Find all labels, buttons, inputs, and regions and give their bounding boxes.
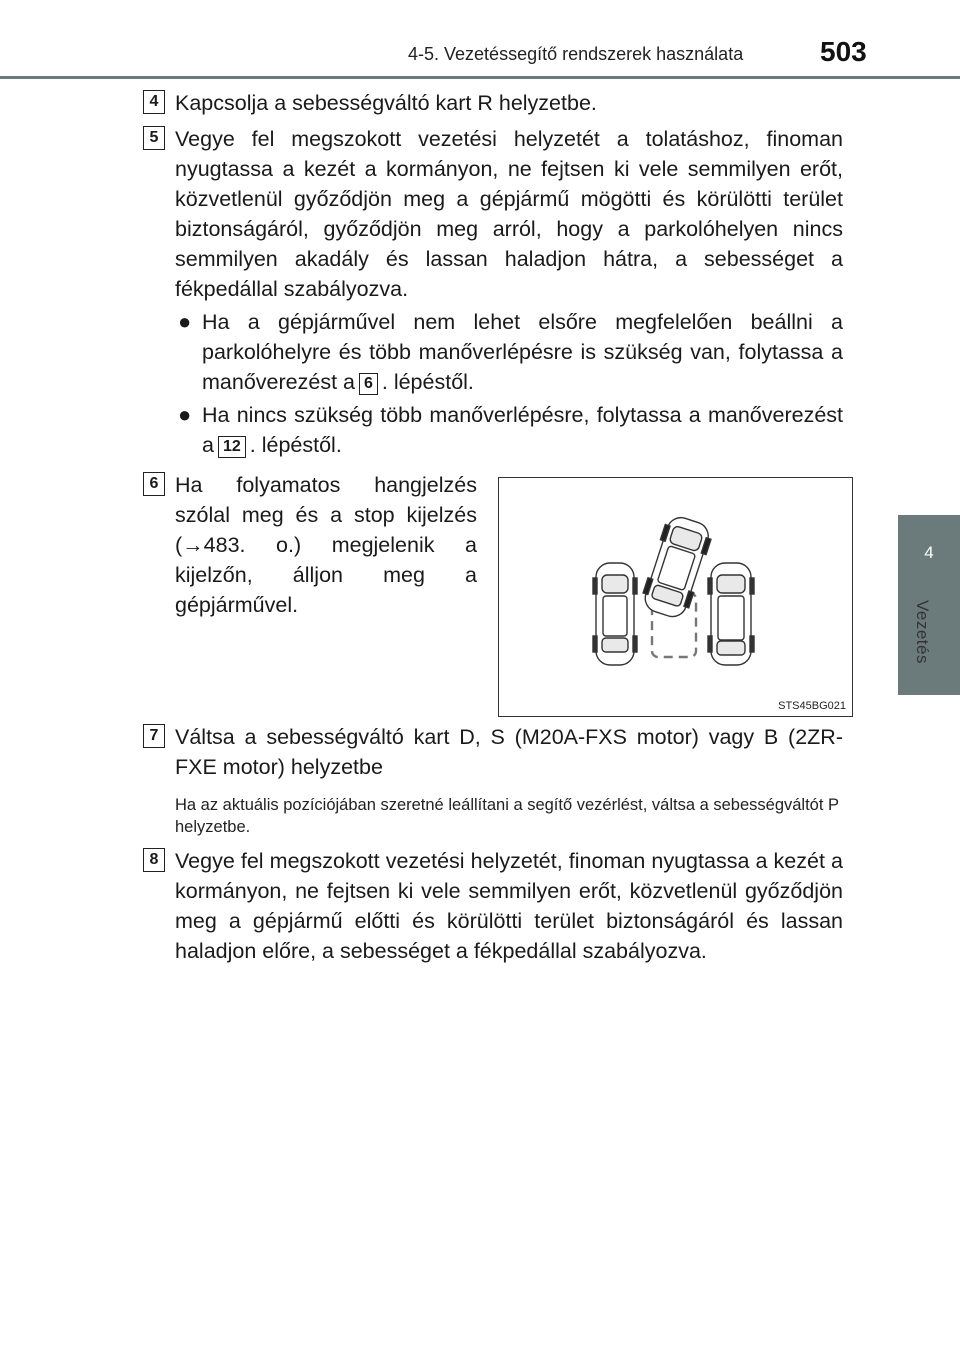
bullet-item xyxy=(178,400,843,460)
step-5-text: Vegye fel megszokott vezetési helyzetét a tolatáshoz, finoman nyugtassa a kezét a kormányon, ne fejtsen ki vele semmilyen erőt, közvetlenül győződjön meg a gépjármű mögötti és körülötti terület biztonságáról, győződjön meg arról, hogy a parkolóhelyen nincs semmilyen akadály és lassan haladjon hátra, a sebességet a fékpedállal szabályozva. xyxy=(175,127,843,301)
page-number: 503 xyxy=(820,36,867,67)
bullet-item xyxy=(178,307,843,397)
step-7-note: Ha az aktuális pozíciójában szeretné leállítani a segítő vezérlést, váltsa a sebességváltót P helyzetbe. xyxy=(175,796,839,836)
bullet-text: Ha a gépjárművel nem lehet elsőre megfelelően beállni a parkolóhelyre és több manőverlépésre is szükség van, folytassa a manőverezést a 6 . lépéstől. xyxy=(202,310,843,394)
step-number-7: 7 xyxy=(143,724,165,748)
bullet-dot-icon: ● xyxy=(178,309,192,334)
section-title: 4-5. Vezetéssegítő rendszerek használata xyxy=(408,44,744,64)
step-4-text: Kapcsolja a sebességváltó kart R helyzetbe. xyxy=(175,91,597,115)
header-divider xyxy=(0,76,960,79)
reversing-car-icon xyxy=(639,513,715,621)
step-reference: 6 xyxy=(359,373,378,395)
step-number-8: 8 xyxy=(143,848,165,872)
step-7-text: Váltsa a sebességváltó kart D, S (M20A-FXS motor) vagy B (2ZR-FXE motor) helyzetbe xyxy=(175,725,843,779)
step-reference: 12 xyxy=(218,436,246,458)
bullet-dot-icon: ● xyxy=(178,402,192,427)
step-number-4: 4 xyxy=(143,90,165,114)
figure-code: STS45BG021 xyxy=(778,700,846,712)
step-number-6: 6 xyxy=(143,472,165,496)
step-8-text: Vegye fel megszokott vezetési helyzetét, finoman nyugtassa a kezét a kormányon, ne fejtsen ki vele semmilyen erőt, közvetlenül győződjön meg a gépjármű előtti és körülötti terület biztonságáról és lassan haladjon előre, a sebességet a fékpedállal szabályozva. xyxy=(175,849,843,963)
parking-cars-diagram xyxy=(499,478,852,716)
parked-car-right-icon xyxy=(708,563,754,665)
step-6-text: Ha folyamatos hangjelzés szólal meg és a stop kijelzés (→483. o.) megjelenik a kijelzőn, álljon meg a gépjárművel. xyxy=(175,473,477,617)
step-number-5: 5 xyxy=(143,126,165,150)
parked-car-left-icon xyxy=(593,563,637,665)
bullet-text: Ha nincs szükség több manőverlépésre, folytassa a manőverezést a 12 . lépéstől. xyxy=(202,403,843,457)
chapter-number: 4 xyxy=(924,543,934,562)
parking-illustration xyxy=(498,477,853,717)
chapter-label: Vezetés xyxy=(913,600,932,664)
